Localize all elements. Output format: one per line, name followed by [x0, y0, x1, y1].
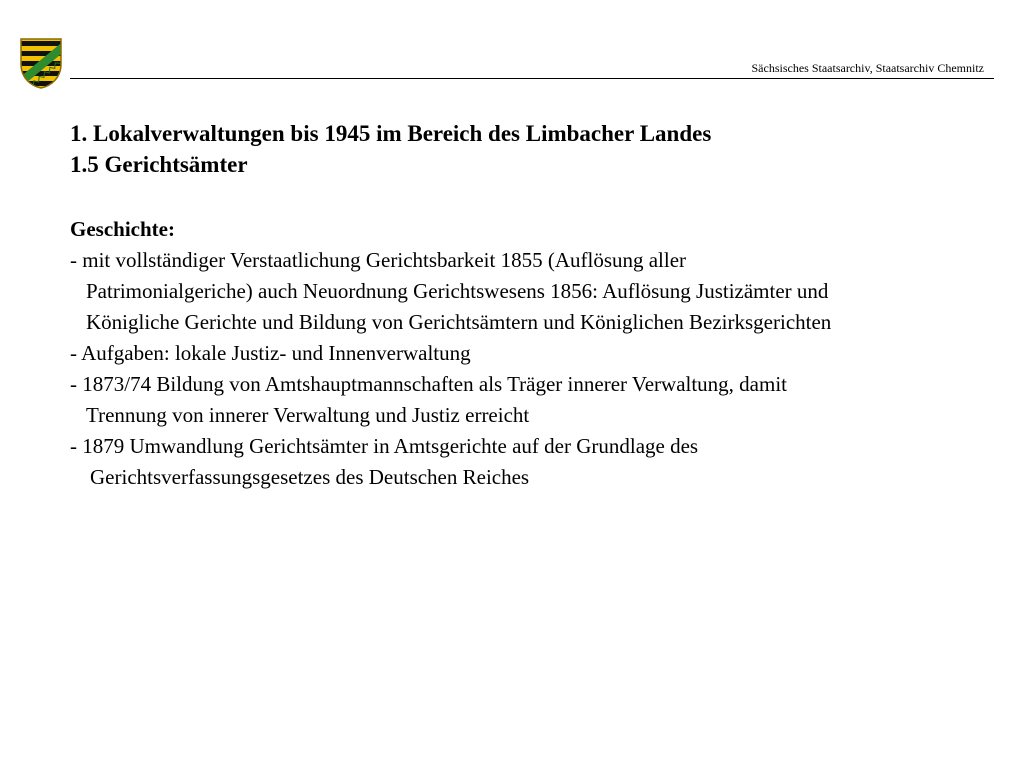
- header-divider: [70, 78, 994, 79]
- history-line: Patrimonialgeriche) auch Neuordnung Gerichtswesens 1856: Auflösung Justizämter und: [86, 279, 829, 303]
- document-subtitle: 1.5 Gerichtsämter: [70, 152, 248, 177]
- history-line: - 1873/74 Bildung von Amtshauptmannschaften als Träger innerer Verwaltung, damit: [70, 372, 788, 396]
- document-body: [70, 118, 1010, 493]
- document-title: 1. Lokalverwaltungen bis 1945 im Bereich des Limbacher Landes: [70, 121, 712, 146]
- section-heading: Geschichte:: [70, 217, 175, 241]
- history-line: - Aufgaben: lokale Justiz- und Innenverwaltung: [70, 341, 471, 365]
- institution-name: Sächsisches Staatsarchiv, Staatsarchiv Chemnitz: [751, 61, 984, 75]
- history-line: Gerichtsverfassungsgesetzes des Deutschen Reiches: [90, 465, 530, 489]
- history-line: Königliche Gerichte und Bildung von Gerichtsämtern und Königlichen Bezirksgerichten: [86, 310, 832, 334]
- section-spacer: [70, 180, 1010, 214]
- history-line: - 1879 Umwandlung Gerichtsämter in Amtsgerichte auf der Grundlage des: [70, 434, 699, 458]
- history-line: - mit vollständiger Verstaatlichung Gerichtsbarkeit 1855 (Auflösung aller: [70, 248, 687, 272]
- history-line: Trennung von innerer Verwaltung und Justiz erreicht: [86, 403, 530, 427]
- saxony-coat-of-arms-icon: [18, 36, 64, 90]
